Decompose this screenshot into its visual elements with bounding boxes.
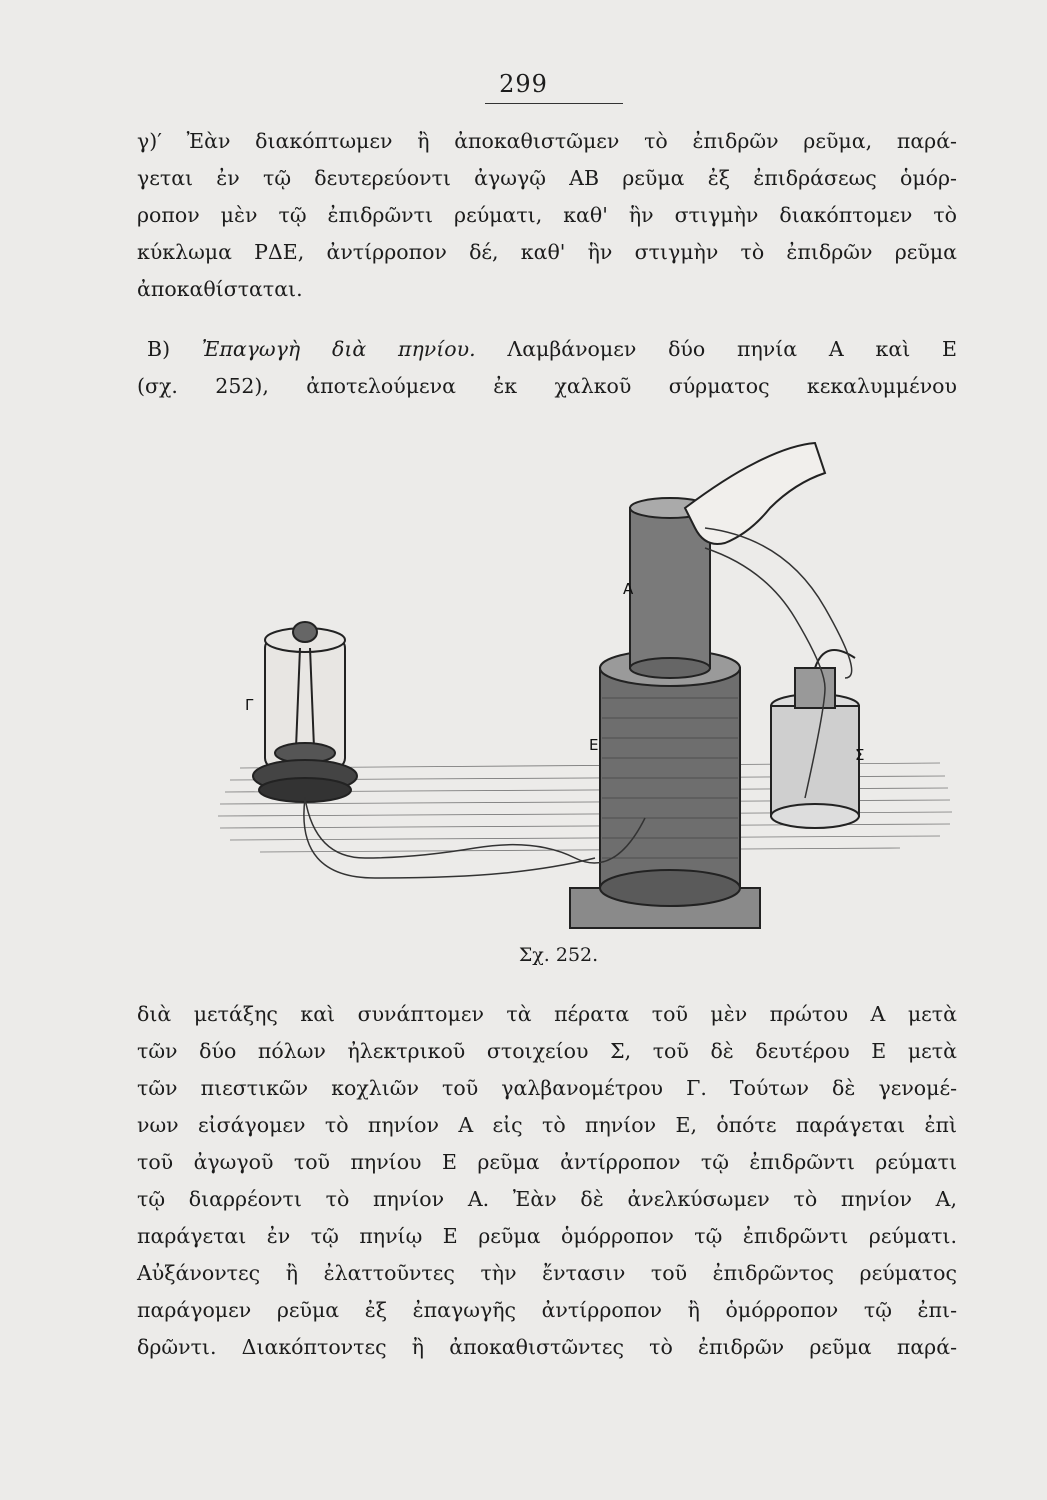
text-line: ἀποκαθίσταται. bbox=[137, 277, 303, 301]
section-label: Β) bbox=[147, 337, 171, 361]
text-line: παράγεται ἐν τῷ πηνίῳ Ε ρεῦμα ὁμόρροπον τῷ ἐπιδρῶντι ρεύματι. bbox=[137, 1224, 957, 1248]
text-line: κύκλωμα ΡΔΕ, ἀντίρροπον δέ, καθ' ἣν στιγμὴν τὸ ἐπιδρῶν ρεῦμα bbox=[137, 240, 957, 264]
text-line: (σχ. 252), ἀποτελούμενα ἐκ χαλκοῦ σύρματος κεκαλυμμένου bbox=[137, 374, 957, 398]
text-line: διὰ μετάξης καὶ συνάπτομεν τὰ πέρατα τοῦ μὲν πρώτου Α μετὰ bbox=[137, 1002, 957, 1026]
text-line: δρῶντι. Διακόπτοντες ἢ ἀποκαθιστῶντες τὸ ἐπιδρῶν ρεῦμα παρά- bbox=[137, 1335, 957, 1359]
paragraph-continuation bbox=[137, 996, 957, 1366]
induction-coil-illustration bbox=[200, 418, 960, 948]
label-gamma: Γ bbox=[245, 696, 254, 714]
text-line: γ)′ Ἐὰν διακόπτωμεν ἢ ἀποκαθιστῶμεν τὸ ἐπιδρῶν ρεῦμα, παρά- bbox=[137, 129, 957, 153]
battery-cell bbox=[771, 650, 859, 828]
section-text: Λαμβάνομεν δύο πηνία Α καὶ Ε bbox=[507, 337, 957, 361]
text-line: παράγομεν ρεῦμα ἐξ ἐπαγωγῆς ἀντίρροπον ἢ ὁμόρροπον τῷ ἐπι- bbox=[137, 1298, 957, 1322]
label-A: A bbox=[623, 580, 634, 598]
text-line: τῶν δύο πόλων ἠλεκτρικοῦ στοιχείου Σ, τοῦ δὲ δευτέρου Ε μετὰ bbox=[137, 1039, 957, 1063]
text-line: γεται ἐν τῷ δευτερεύοντι ἀγωγῷ ΑΒ ρεῦμα ἐξ ἐπιδράσεως ὁμόρ- bbox=[137, 166, 957, 190]
label-E: E bbox=[589, 736, 599, 754]
header-rule bbox=[485, 103, 623, 104]
text-line: τοῦ ἀγωγοῦ τοῦ πηνίου Ε ρεῦμα ἀντίρροπον τῷ ἐπιδρῶντι ρεύματι bbox=[137, 1150, 957, 1174]
section-title: Ἐπαγωγὴ διὰ πηνίου. bbox=[201, 337, 476, 361]
text-line: ροπον μὲν τῷ ἐπιδρῶντι ρεύματι, καθ' ἣν στιγμὴν διακόπτομεν τὸ bbox=[137, 203, 957, 227]
page-number: 299 bbox=[499, 70, 548, 98]
connecting-wires bbox=[304, 528, 852, 878]
paragraph-b bbox=[137, 331, 957, 405]
label-sigma: Σ bbox=[855, 746, 865, 764]
text-line: Αὐξάνοντες ἢ ἐλαττοῦντες τὴν ἔντασιν τοῦ ἐπιδρῶντος ρεύματος bbox=[137, 1261, 957, 1285]
text-line: τῶν πιεστικῶν κοχλιῶν τοῦ γαλβανομέτρου Γ. Τούτων δὲ γενομέ- bbox=[137, 1076, 957, 1100]
figure-caption: Σχ. 252. bbox=[518, 944, 599, 966]
text-line bbox=[137, 331, 957, 368]
secondary-coil-E bbox=[570, 650, 760, 928]
galvanometer bbox=[253, 622, 357, 802]
text-line: τῷ διαρρέοντι τὸ πηνίον Α. Ἐὰν δὲ ἀνελκύσωμεν τὸ πηνίον Α, bbox=[137, 1187, 957, 1211]
text-line: νων εἰσάγομεν τὸ πηνίον Α εἰς τὸ πηνίον Ε, ὁπότε παράγεται ἐπὶ bbox=[137, 1113, 957, 1137]
paragraph-gamma bbox=[137, 123, 957, 308]
